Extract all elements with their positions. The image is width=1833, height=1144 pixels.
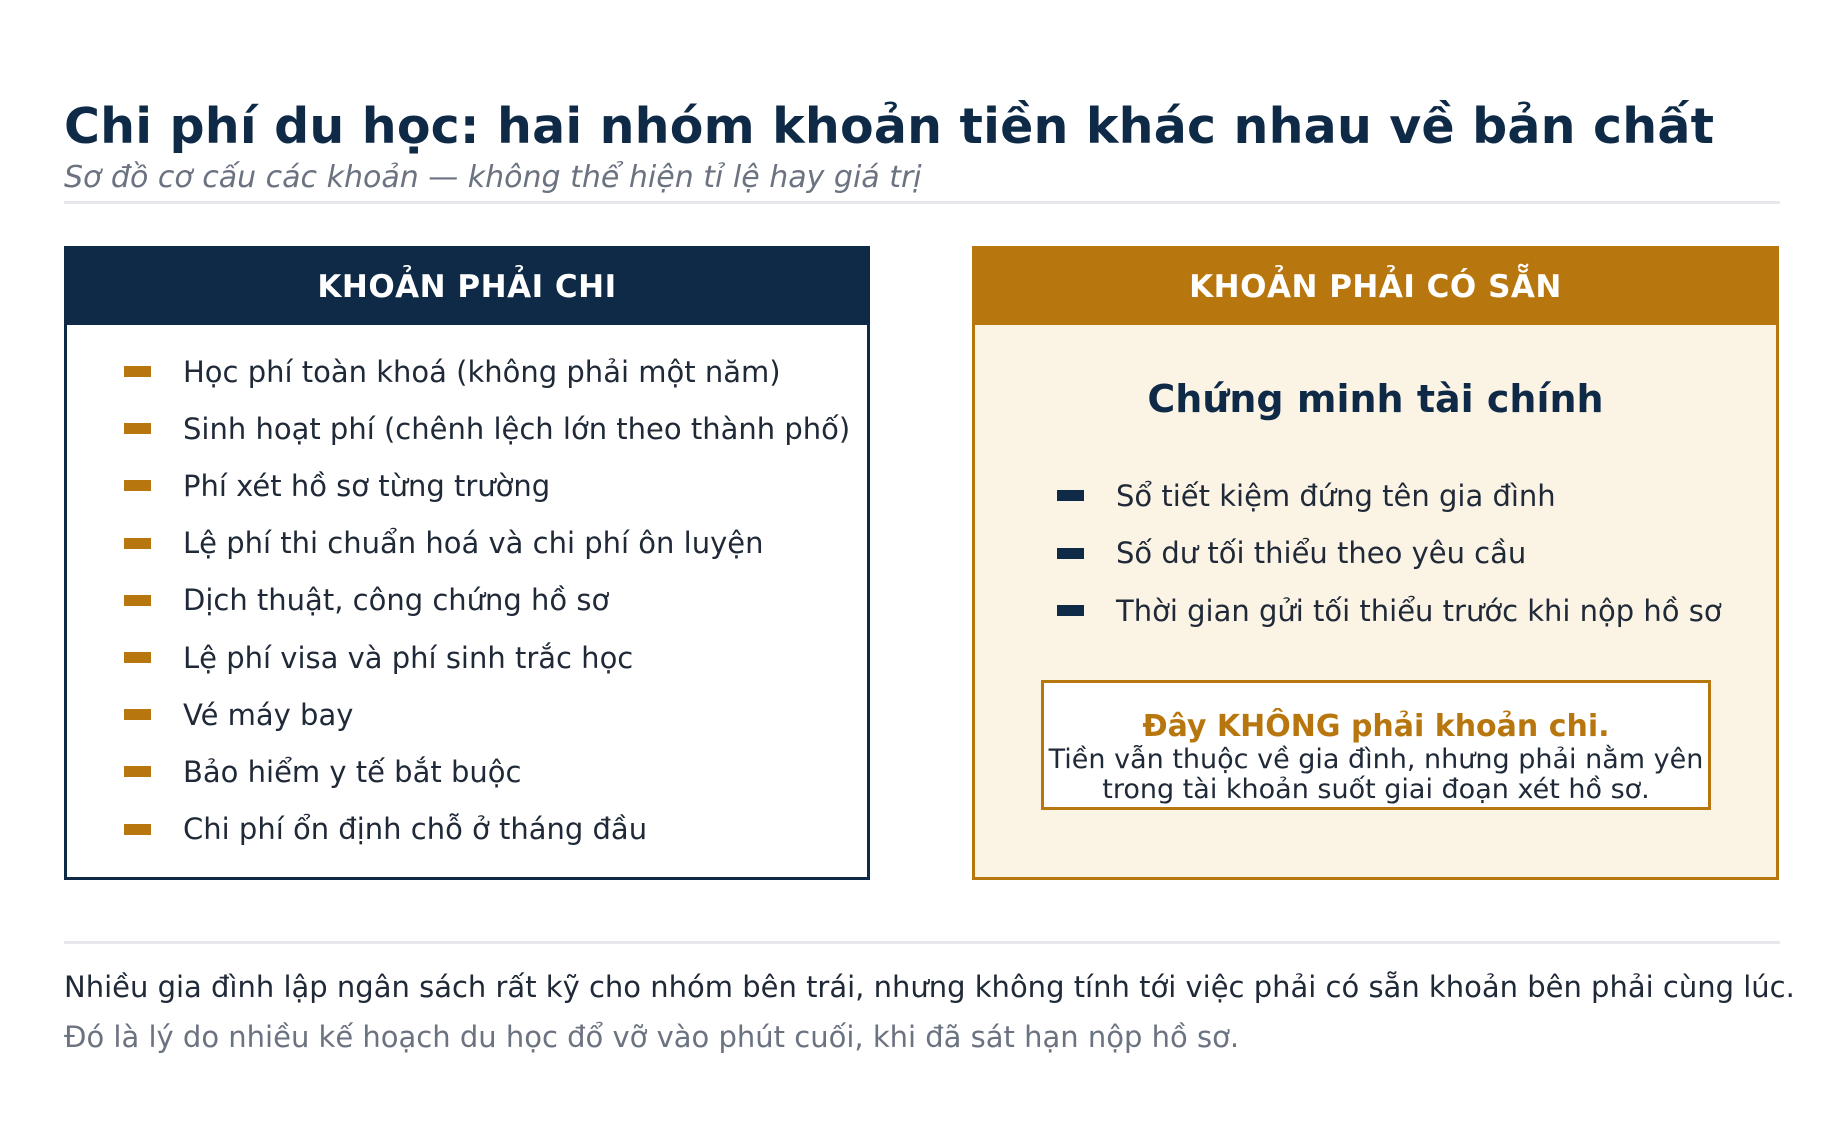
expense-item-label: Chi phí ổn định chỗ ở tháng đầu (183, 812, 648, 847)
callout-line-2: trong tài khoản suốt giai đoạn xét hồ sơ. (1102, 774, 1650, 805)
expense-item-label: Sinh hoạt phí (chênh lệch lớn theo thành phố) (183, 411, 851, 446)
bullet-icon (124, 824, 151, 835)
reserve-item (1057, 467, 1722, 525)
bullet-icon (124, 595, 151, 606)
expense-item (124, 801, 850, 858)
callout-line-1: Tiền vẫn thuộc về gia đình, nhưng phải nằm yên (1048, 744, 1704, 775)
reserve-item (1057, 525, 1722, 583)
expense-panel (64, 246, 870, 880)
footer-text-secondary: Đó là lý do nhiều kế hoạch du học đổ vỡ vào phút cuối, khi đã sát hạn nộp hồ sơ. (64, 1020, 1240, 1054)
bullet-icon (124, 480, 151, 491)
footer-text-primary: Nhiều gia đình lập ngân sách rất kỹ cho nhóm bên trái, nhưng không tính tới việc phải có sẵn khoản bên phải cùng lúc. (64, 970, 1795, 1004)
bullet-icon (124, 766, 151, 777)
reserve-item-label: Số dư tối thiểu theo yêu cầu (1116, 536, 1527, 571)
expense-item (124, 629, 850, 686)
bullet-icon (124, 366, 151, 377)
expense-item (124, 400, 850, 457)
expense-item (124, 743, 850, 800)
expense-item (124, 457, 850, 514)
bullet-icon (124, 652, 151, 663)
reserve-item-label: Thời gian gửi tối thiểu trước khi nộp hồ sơ (1116, 593, 1722, 628)
page-title: Chi phí du học: hai nhóm khoản tiền khác nhau về bản chất (64, 98, 1715, 155)
expense-item-label: Lệ phí visa và phí sinh trắc học (183, 640, 634, 675)
expense-item (124, 343, 850, 400)
page-subtitle: Sơ đồ cơ cấu các khoản — không thể hiện tỉ lệ hay giá trị (64, 160, 922, 195)
bullet-icon (124, 423, 151, 434)
reserve-item (1057, 582, 1722, 640)
bullet-icon (1057, 490, 1084, 501)
expense-item-label: Bảo hiểm y tế bắt buộc (183, 754, 522, 789)
bullet-icon (1057, 605, 1084, 616)
expense-item-label: Lệ phí thi chuẩn hoá và chi phí ôn luyện (183, 526, 764, 561)
expense-item-label: Học phí toàn khoá (không phải một năm) (183, 354, 781, 389)
expense-item (124, 515, 850, 572)
bullet-icon (124, 709, 151, 720)
reserve-panel-heading: KHOẢN PHẢI CÓ SẴN (975, 249, 1776, 325)
expense-item-label: Vé máy bay (183, 697, 354, 732)
reserve-list (1057, 467, 1722, 640)
expense-item-label: Dịch thuật, công chứng hồ sơ (183, 583, 610, 618)
expense-panel-heading: KHOẢN PHẢI CHI (67, 249, 867, 325)
callout-heading: Đây KHÔNG phải khoản chi. (1142, 709, 1610, 744)
bullet-icon (124, 538, 151, 549)
reserve-item-label: Sổ tiết kiệm đứng tên gia đình (1116, 478, 1556, 513)
callout-note (1041, 680, 1711, 810)
bullet-icon (1057, 548, 1084, 559)
expense-list (124, 343, 850, 858)
footer-divider (64, 941, 1780, 944)
reserve-panel (972, 246, 1779, 880)
expense-item-label: Phí xét hồ sơ từng trường (183, 468, 551, 503)
expense-item (124, 686, 850, 743)
header-divider (64, 201, 1780, 204)
reserve-panel-title: Chứng minh tài chính (1147, 377, 1604, 421)
expense-item (124, 572, 850, 629)
